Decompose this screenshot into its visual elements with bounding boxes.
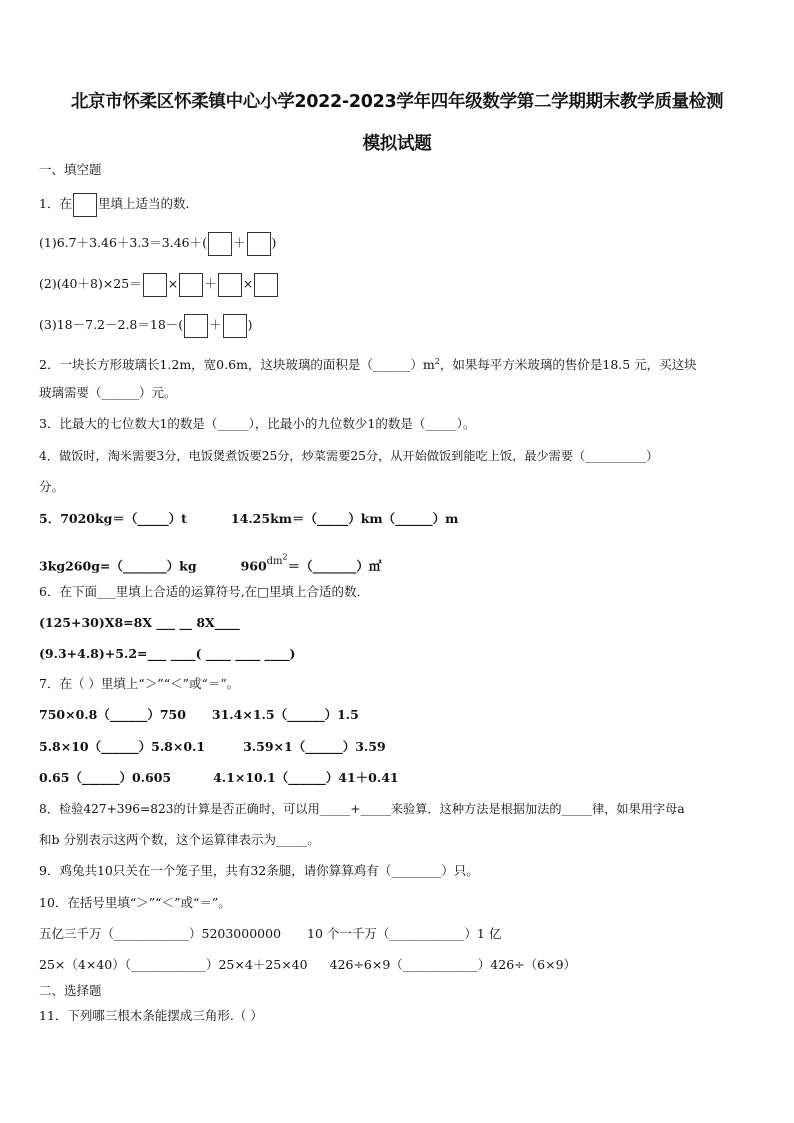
comparison-item: 10 个一千万（____________）1 亿 — [307, 926, 502, 941]
comparison-item: 五亿三千万（____________）5203000000 — [39, 926, 282, 941]
question-7-line-1: 7．在（ ）里填上“＞”“＜”或“＝”。 — [39, 676, 240, 691]
comparison-item: 5.8×10（______）5.8×0.1 — [39, 739, 206, 754]
comparison-item: 31.4×1.5（______）1.5 — [211, 707, 359, 722]
answer-box[interactable] — [218, 273, 242, 297]
question-5-d-number: 960 — [240, 558, 267, 574]
question-5-b: 14.25km＝（_____）km（______）m — [230, 511, 459, 526]
title-line-2: 模拟试题 — [362, 134, 432, 154]
question-5-d-unit: dm2 — [266, 553, 288, 568]
question-7-row-3 — [39, 768, 399, 788]
section-heading-multiple-choice: 二、选择题 — [39, 983, 102, 998]
times-sign: × — [167, 276, 179, 291]
question-10-line-1: 10．在括号里填“＞”“＜”或“＝”。 — [39, 895, 231, 910]
question-7-row-2 — [39, 737, 386, 757]
question-10-row-2 — [39, 955, 576, 975]
close-paren: ) — [271, 235, 277, 250]
part-2-expression: (2)(40＋8)×25＝ — [39, 276, 142, 291]
answer-box[interactable] — [143, 273, 167, 297]
question-2-text-a: 2．一块长方形玻璃长1.2m，宽0.6m，这块玻璃的面积是（______）m — [39, 357, 435, 373]
question-1 — [39, 192, 198, 216]
question-5-a: 5．7020kg＝（_____）t — [39, 511, 187, 526]
plus-sign: ＋ — [233, 235, 246, 250]
question-1-text-before: 1．在 — [39, 196, 72, 211]
comparison-item: 426÷6×9（____________）426÷（6×9） — [329, 957, 577, 972]
question-4-line-1: 4．做饭时，淘米需要3分，电饭煲煮饭要25分，炒菜需要25分，从开始做饭到能吃上饭，最少需要（__________） — [39, 449, 659, 463]
title-line-1: 北京市怀柔区怀柔镇中心小学2022-2023学年四年级数学第二学期期末教学质量检测 — [70, 92, 724, 112]
question-8-line-2: 和b 分别表示这两个数，这个运算律表示为_____。 — [39, 832, 320, 847]
answer-box[interactable] — [254, 273, 278, 297]
answer-box[interactable] — [73, 193, 97, 217]
question-1-text-after: 里填上适当的数． — [97, 196, 198, 211]
comparison-item: 750×0.8（______）750 — [39, 707, 186, 722]
question-5-d-rest: ＝（_______）㎡ — [287, 558, 382, 574]
comparison-item: 0.65（______）0.605 — [39, 770, 172, 785]
question-4-line-2: 分。 — [39, 479, 65, 494]
plus-sign: ＋ — [209, 317, 222, 332]
question-2-text-b: ，如果每平方米玻璃的售价是18.5 元，买这块 — [439, 357, 697, 373]
plus-sign: ＋ — [204, 276, 217, 291]
question-5-row-1 — [39, 509, 458, 529]
question-1-part-2 — [39, 271, 279, 297]
answer-box[interactable] — [179, 273, 203, 297]
question-6-line-3: (9.3+4.8)+5.2=___ ____( ____ ____ ____) — [39, 646, 296, 661]
comparison-item: 25×（4×40）（____________）25×4＋25×40 — [39, 957, 308, 972]
question-5-c: 3kg260g=（_______）kg — [39, 558, 197, 574]
comparison-item: 4.1×10.1（______）41＋0.41 — [213, 770, 399, 785]
times-sign: × — [242, 276, 254, 291]
answer-box[interactable] — [184, 314, 208, 338]
question-10-row-1 — [39, 924, 501, 944]
section-heading-fill-blanks: 一、填空题 — [39, 162, 102, 177]
answer-box[interactable] — [247, 232, 271, 256]
question-2-line-2: 玻璃需要（______）元。 — [39, 385, 177, 400]
answer-box[interactable] — [223, 314, 247, 338]
question-11: 11．下列哪三根木条能摆成三角形.（ ） — [39, 1008, 263, 1023]
question-6-line-1: 6．在下面___里填上合适的运算符号,在□里填上合适的数． — [39, 584, 369, 599]
part-3-expression: (3)18－7.2－2.8＝18－( — [39, 317, 184, 332]
comparison-item: 3.59×1（______）3.59 — [243, 739, 386, 754]
question-9: 9．鸡兔共10只关在一个笼子里，共有32条腿，请你算算鸡有（________）只。 — [39, 863, 479, 878]
question-8-line-1: 8．检验427+396=823的计算是否正确时，可以用_____+_____来验算．这种方法是根据加法的_____律，如果用字母a — [39, 802, 685, 816]
question-3: 3．比最大的七位数大1的数是（_____），比最小的九位数少1的数是（_____）。 — [39, 416, 476, 431]
part-1-expression: (1)6.7＋3.46＋3.3＝3.46＋( — [39, 235, 208, 250]
question-7-row-1 — [39, 705, 359, 725]
question-6-line-2: (125+30)X8=8X ___ __ 8X____ — [39, 615, 240, 630]
superscript: 2 — [434, 357, 440, 366]
answer-box[interactable] — [208, 232, 232, 256]
question-5-row-2 — [39, 548, 382, 574]
question-2-line-1 — [39, 352, 697, 372]
close-paren: ) — [247, 317, 253, 332]
question-1-part-1 — [39, 230, 276, 256]
question-1-part-3 — [39, 312, 253, 338]
